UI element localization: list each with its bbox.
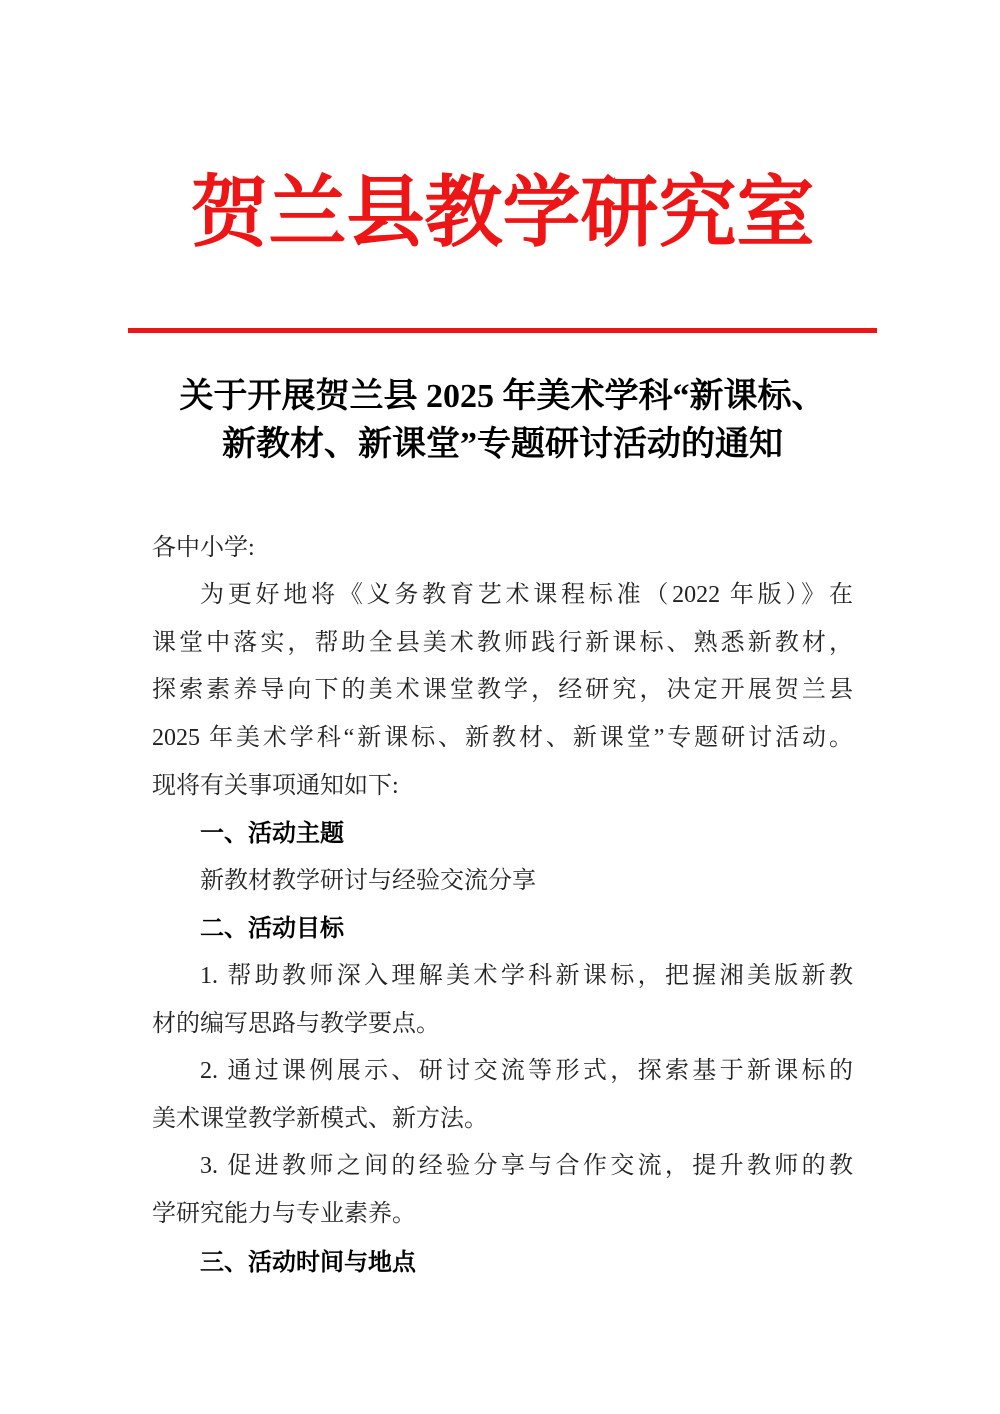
agency-masthead-title: 贺兰县教学研究室 (190, 168, 815, 256)
intro-line-4: 2025 年美术学科“新课标、新教材、新课堂”专题研讨活动。 (152, 725, 853, 752)
notice-body (152, 525, 853, 1287)
notice-title-line2: 新教材、新课堂”专题研讨活动的通知 (222, 425, 783, 463)
goal-3-line-2: 学研究能力与专业素养。 (152, 1201, 416, 1227)
intro-line-1: 为更好地将《义务教育艺术课程标准（2022 年版）》在 (200, 582, 853, 609)
section-3-heading: 三、活动时间与地点 (200, 1248, 416, 1276)
intro-line-3: 探索素养导向下的美术课堂教学，经研究，决定开展贺兰县 (152, 677, 853, 704)
intro-closing-line: 现将有关事项通知如下: (152, 772, 399, 799)
section-1-heading: 一、活动主题 (200, 820, 344, 848)
masthead-divider-line (128, 328, 877, 333)
goal-1-line-2: 材的编写思路与教学要点。 (152, 1010, 440, 1037)
goal-3-line-1: 3. 促进教师之间的经验分享与合作交流，提升教师的教 (200, 1153, 853, 1180)
salutation: 各中小学: (152, 534, 255, 561)
goal-2-line-2: 美术课堂教学新模式、新方法。 (152, 1105, 488, 1132)
intro-line-2: 课堂中落实，帮助全县美术教师践行新课标、熟悉新教材， (152, 629, 853, 656)
goal-1-line-1: 1. 帮助教师深入理解美术学科新课标，把握湘美版新教 (200, 963, 853, 990)
section-2-heading: 二、活动目标 (200, 915, 344, 943)
notice-title (128, 373, 877, 469)
goal-2-line-1: 2. 通过课例展示、研讨交流等形式，探索基于新课标的 (200, 1058, 853, 1085)
notice-title-line1: 关于开展贺兰县 2025 年美术学科“新课标、 (179, 377, 826, 415)
section-1-theme-text: 新教材教学研讨与经验交流分享 (200, 867, 536, 894)
